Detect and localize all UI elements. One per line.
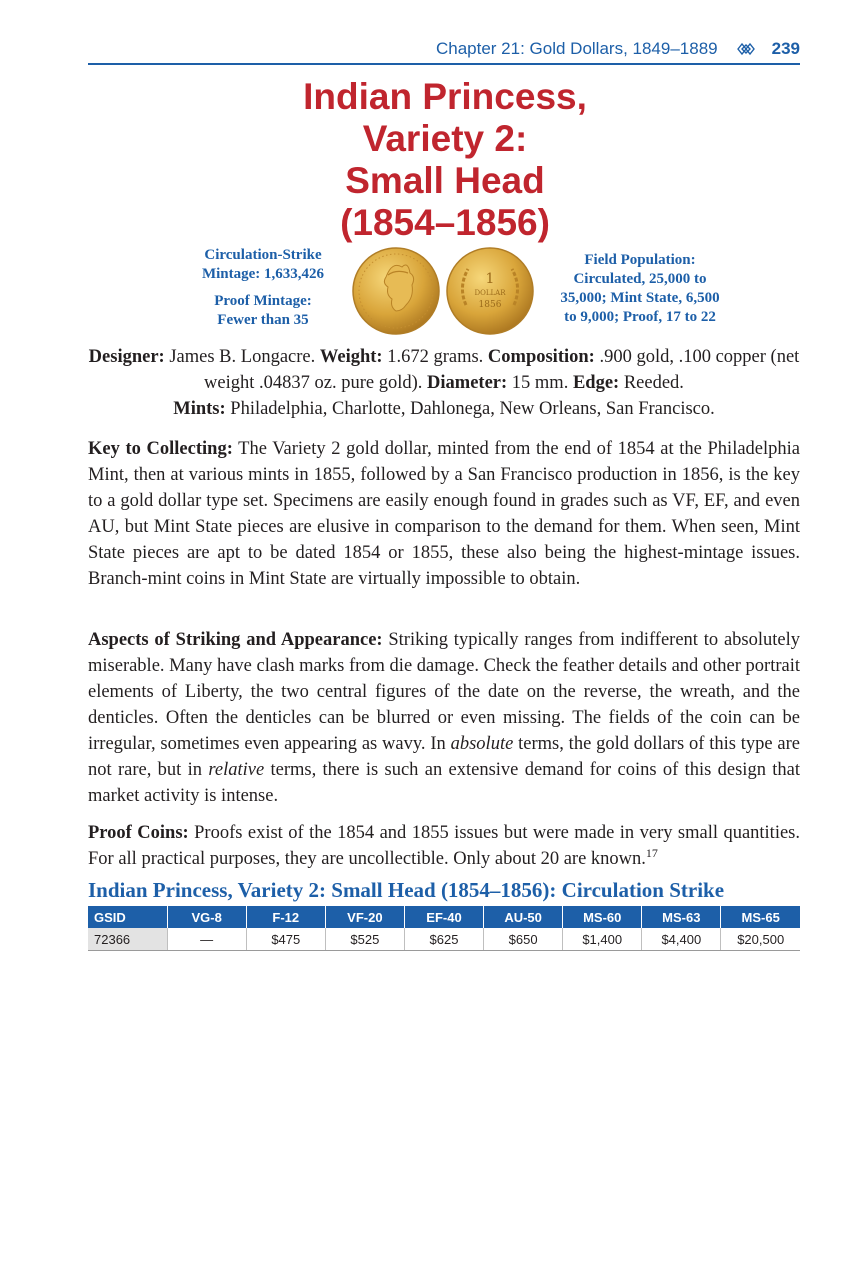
diamond-ornament-icon <box>734 42 758 56</box>
column-header: MS-63 <box>642 906 721 928</box>
aspects-label: Aspects of Striking and Appearance: <box>88 630 383 650</box>
striking-appearance-paragraph <box>88 627 800 809</box>
column-header: MS-60 <box>563 906 642 928</box>
reverse-denomination: 1 <box>485 271 495 287</box>
coin-specifications <box>88 344 800 422</box>
price-table-title: Indian Princess, Variety 2: Small Head (1854–1856): Circulation Strike <box>88 878 725 902</box>
title-line: Indian Princess, <box>303 76 587 117</box>
proof-text: Proofs exist of the 1854 and 1855 issues but were made in very small quantities. For all practical purposes, they are uncollectible. Only about 20 are known. <box>88 823 800 869</box>
table-cell: $625 <box>404 928 483 951</box>
column-header: AU-50 <box>484 906 563 928</box>
chapter-title: Chapter 21: Gold Dollars, 1849–1889 <box>435 39 718 58</box>
table-cell: — <box>167 928 246 951</box>
population-line: 35,000; Mint State, 6,500 <box>560 290 720 306</box>
proof-mintage-value: Fewer than 35 <box>217 312 309 328</box>
circulation-mintage <box>178 246 348 284</box>
table-cell: $525 <box>325 928 404 951</box>
mints-label: Mints: <box>173 399 226 419</box>
mints-value: Philadelphia, Charlotte, Dahlonega, New Orleans, San Francisco. <box>225 399 715 419</box>
footnote-ref: 17 <box>645 845 658 860</box>
key-to-collecting-paragraph <box>88 436 800 592</box>
page-number: 239 <box>771 39 800 58</box>
obverse-coin-image <box>352 247 440 335</box>
price-table <box>88 906 800 951</box>
weight-label: Weight: <box>319 347 383 367</box>
edge-value: Reeded. <box>619 373 684 393</box>
table-cell: $650 <box>484 928 563 951</box>
key-label: Key to Collecting: <box>88 439 233 459</box>
reverse-coin-image <box>446 247 534 335</box>
circulation-mintage-label: Circulation-Strike <box>204 247 322 263</box>
edge-label: Edge: <box>572 373 620 393</box>
column-header: VF-20 <box>325 906 404 928</box>
title-line: Variety 2: <box>362 118 528 159</box>
diameter-value: 15 mm. <box>507 373 573 393</box>
column-header: GSID <box>88 906 167 928</box>
population-line: Field Population: <box>584 252 696 268</box>
reverse-legend: DOLLAR <box>474 289 506 297</box>
section-title <box>200 76 690 244</box>
table-row <box>88 928 800 951</box>
table-cell: $475 <box>246 928 325 951</box>
circulation-mintage-value: Mintage: 1,633,426 <box>201 266 325 282</box>
composition-value: .900 gold, .100 copper (net weight .04837 oz. pure gold). <box>204 347 800 393</box>
column-header: MS-65 <box>721 906 800 928</box>
column-header: EF-40 <box>404 906 483 928</box>
designer-label: Designer: <box>88 347 165 367</box>
mintage-info <box>178 246 348 338</box>
designer-value: James B. Longacre. <box>164 347 320 367</box>
table-cell: $1,400 <box>563 928 642 951</box>
title-line: (1854–1856) <box>340 202 550 243</box>
composition-label: Composition: <box>487 347 595 367</box>
diameter-label: Diameter: <box>427 373 508 393</box>
population-line: Circulated, 25,000 to <box>573 271 707 287</box>
aspects-text: terms, the gold dollars of this type are not rare, but in <box>88 734 800 780</box>
column-header: F-12 <box>246 906 325 928</box>
title-line: Small Head <box>345 160 545 201</box>
aspects-text: Striking typically ranges from indifferent to absolutely miserable. Many have clash marks from die damage. Check the feather details and other portrait elements of Liberty, the two central figures of the date on the reverse, the wreath, and the denticles. Often the denticles can be blurred or even missing. The fields of the coin can be irregular, sometimes even appearing as wavy. In <box>88 630 800 754</box>
table-cell: 72366 <box>88 928 167 951</box>
aspects-italic: absolute <box>450 734 514 754</box>
population-line: to 9,000; Proof, 17 to 22 <box>564 309 716 325</box>
table-cell: $4,400 <box>642 928 721 951</box>
proof-mintage-label: Proof Mintage: <box>214 293 312 309</box>
table-header-row <box>88 906 800 928</box>
reverse-date: 1856 <box>478 300 502 310</box>
running-header <box>88 37 800 65</box>
proof-mintage <box>178 292 348 330</box>
proof-coins-paragraph <box>88 820 800 872</box>
aspects-italic: relative <box>208 760 265 780</box>
table-cell: $20,500 <box>721 928 800 951</box>
proof-label: Proof Coins: <box>88 823 189 843</box>
field-population <box>550 251 730 327</box>
weight-value: 1.672 grams. <box>382 347 488 367</box>
key-text: The Variety 2 gold dollar, minted from the end of 1854 at the Philadelphia Mint, then at various mints in 1855, followed by a San Francisco production in 1856, is the key to a gold dollar type set. Specimens are easily enough found in grades such as VF, EF, and even AU, but Mint State pieces are elusive in comparison to the demand for them. When seen, Mint State pieces are apt to be dated 1854 or 1855, these also being the highest-mintage issues. Branch-mint coins in Mint State are virtually impossible to obtain. <box>88 439 800 589</box>
aspects-text: terms, there is such an extensive demand for coins of this design that market activity is intense. <box>88 760 801 806</box>
column-header: VG-8 <box>167 906 246 928</box>
